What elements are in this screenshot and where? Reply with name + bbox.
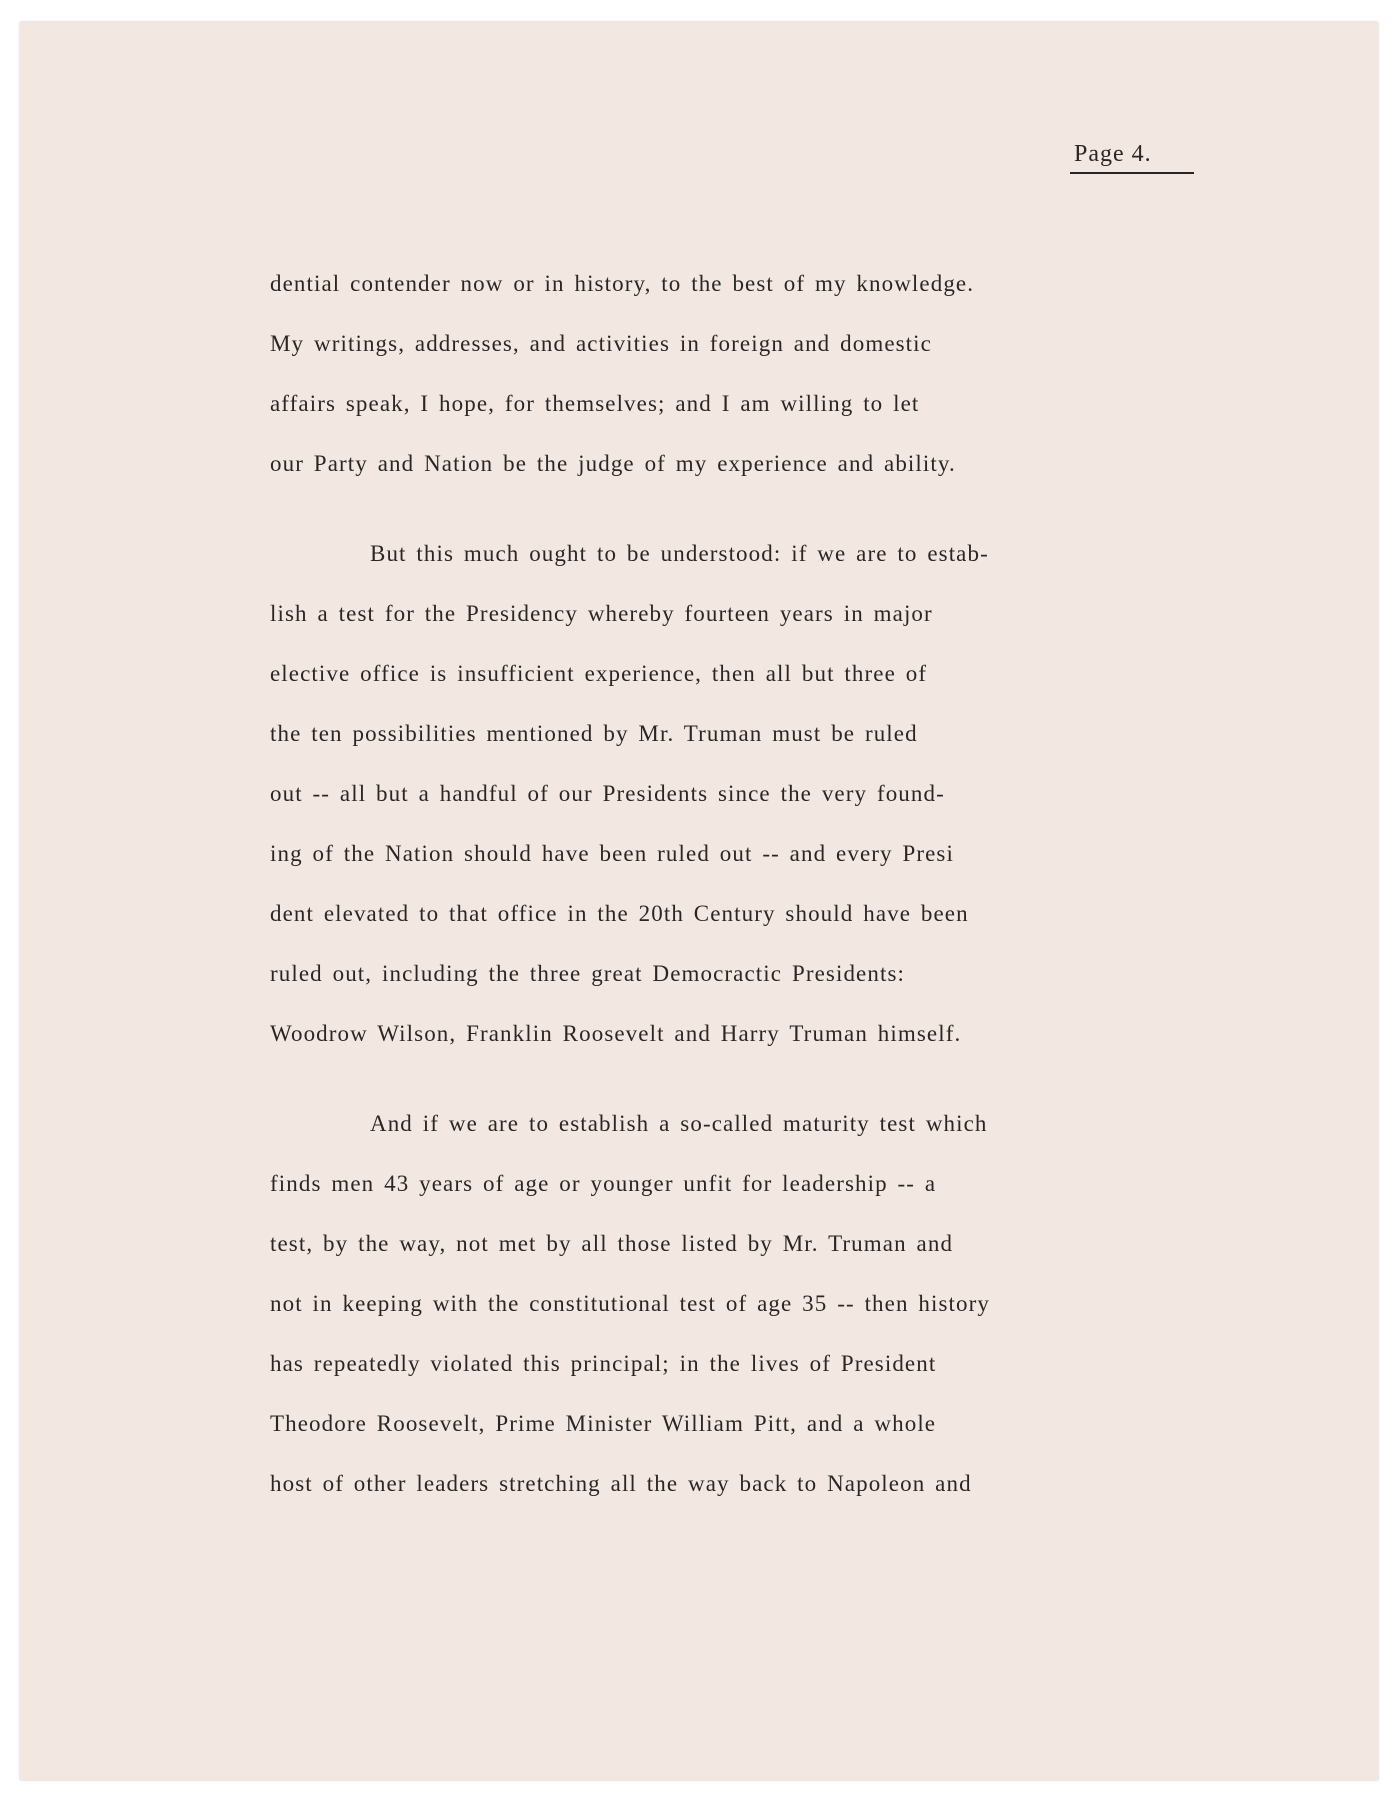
paragraph-1 [270, 254, 1190, 494]
paragraph-gap [270, 1064, 1190, 1094]
text-line: out -- all but a handful of our Presidents since the very found- [270, 781, 945, 806]
text-line: lish a test for the Presidency whereby fourteen years in major [270, 601, 933, 626]
text-line: has repeatedly violated this principal; in the lives of President [270, 1351, 937, 1376]
text-line: host of other leaders stretching all the way back to Napoleon and [270, 1471, 972, 1496]
text-line: ruled out, including the three great Democractic Presidents: [270, 961, 905, 986]
text-line: But this much ought to be understood: if we are to estab- [370, 541, 989, 566]
text-line: finds men 43 years of age or younger unfit for leadership -- a [270, 1171, 937, 1196]
body-text [270, 254, 1190, 1514]
text-line: the ten possibilities mentioned by Mr. Truman must be ruled [270, 721, 918, 746]
text-line: And if we are to establish a so-called maturity test which [370, 1111, 988, 1136]
text-line: My writings, addresses, and activities in foreign and domestic [270, 331, 932, 356]
page-number: Page 4. [1070, 141, 1194, 174]
text-line: dent elevated to that office in the 20th Century should have been [270, 901, 969, 926]
text-line: affairs speak, I hope, for themselves; and I am willing to let [270, 391, 920, 416]
paragraph-gap [270, 494, 1190, 524]
text-line: not in keeping with the constitutional test of age 35 -- then history [270, 1291, 991, 1316]
text-line: dential contender now or in history, to the best of my knowledge. [270, 271, 975, 296]
text-line: ing of the Nation should have been ruled out -- and every Presi [270, 841, 954, 866]
text-line: test, by the way, not met by all those listed by Mr. Truman and [270, 1231, 954, 1256]
text-line: Theodore Roosevelt, Prime Minister William Pitt, and a whole [270, 1411, 937, 1436]
text-line: our Party and Nation be the judge of my experience and ability. [270, 451, 956, 476]
paragraph-3 [270, 1094, 1190, 1514]
paragraph-2 [270, 524, 1190, 1064]
text-line: elective office is insufficient experience, then all but three of [270, 661, 928, 686]
text-line: Woodrow Wilson, Franklin Roosevelt and Harry Truman himself. [270, 1021, 962, 1046]
